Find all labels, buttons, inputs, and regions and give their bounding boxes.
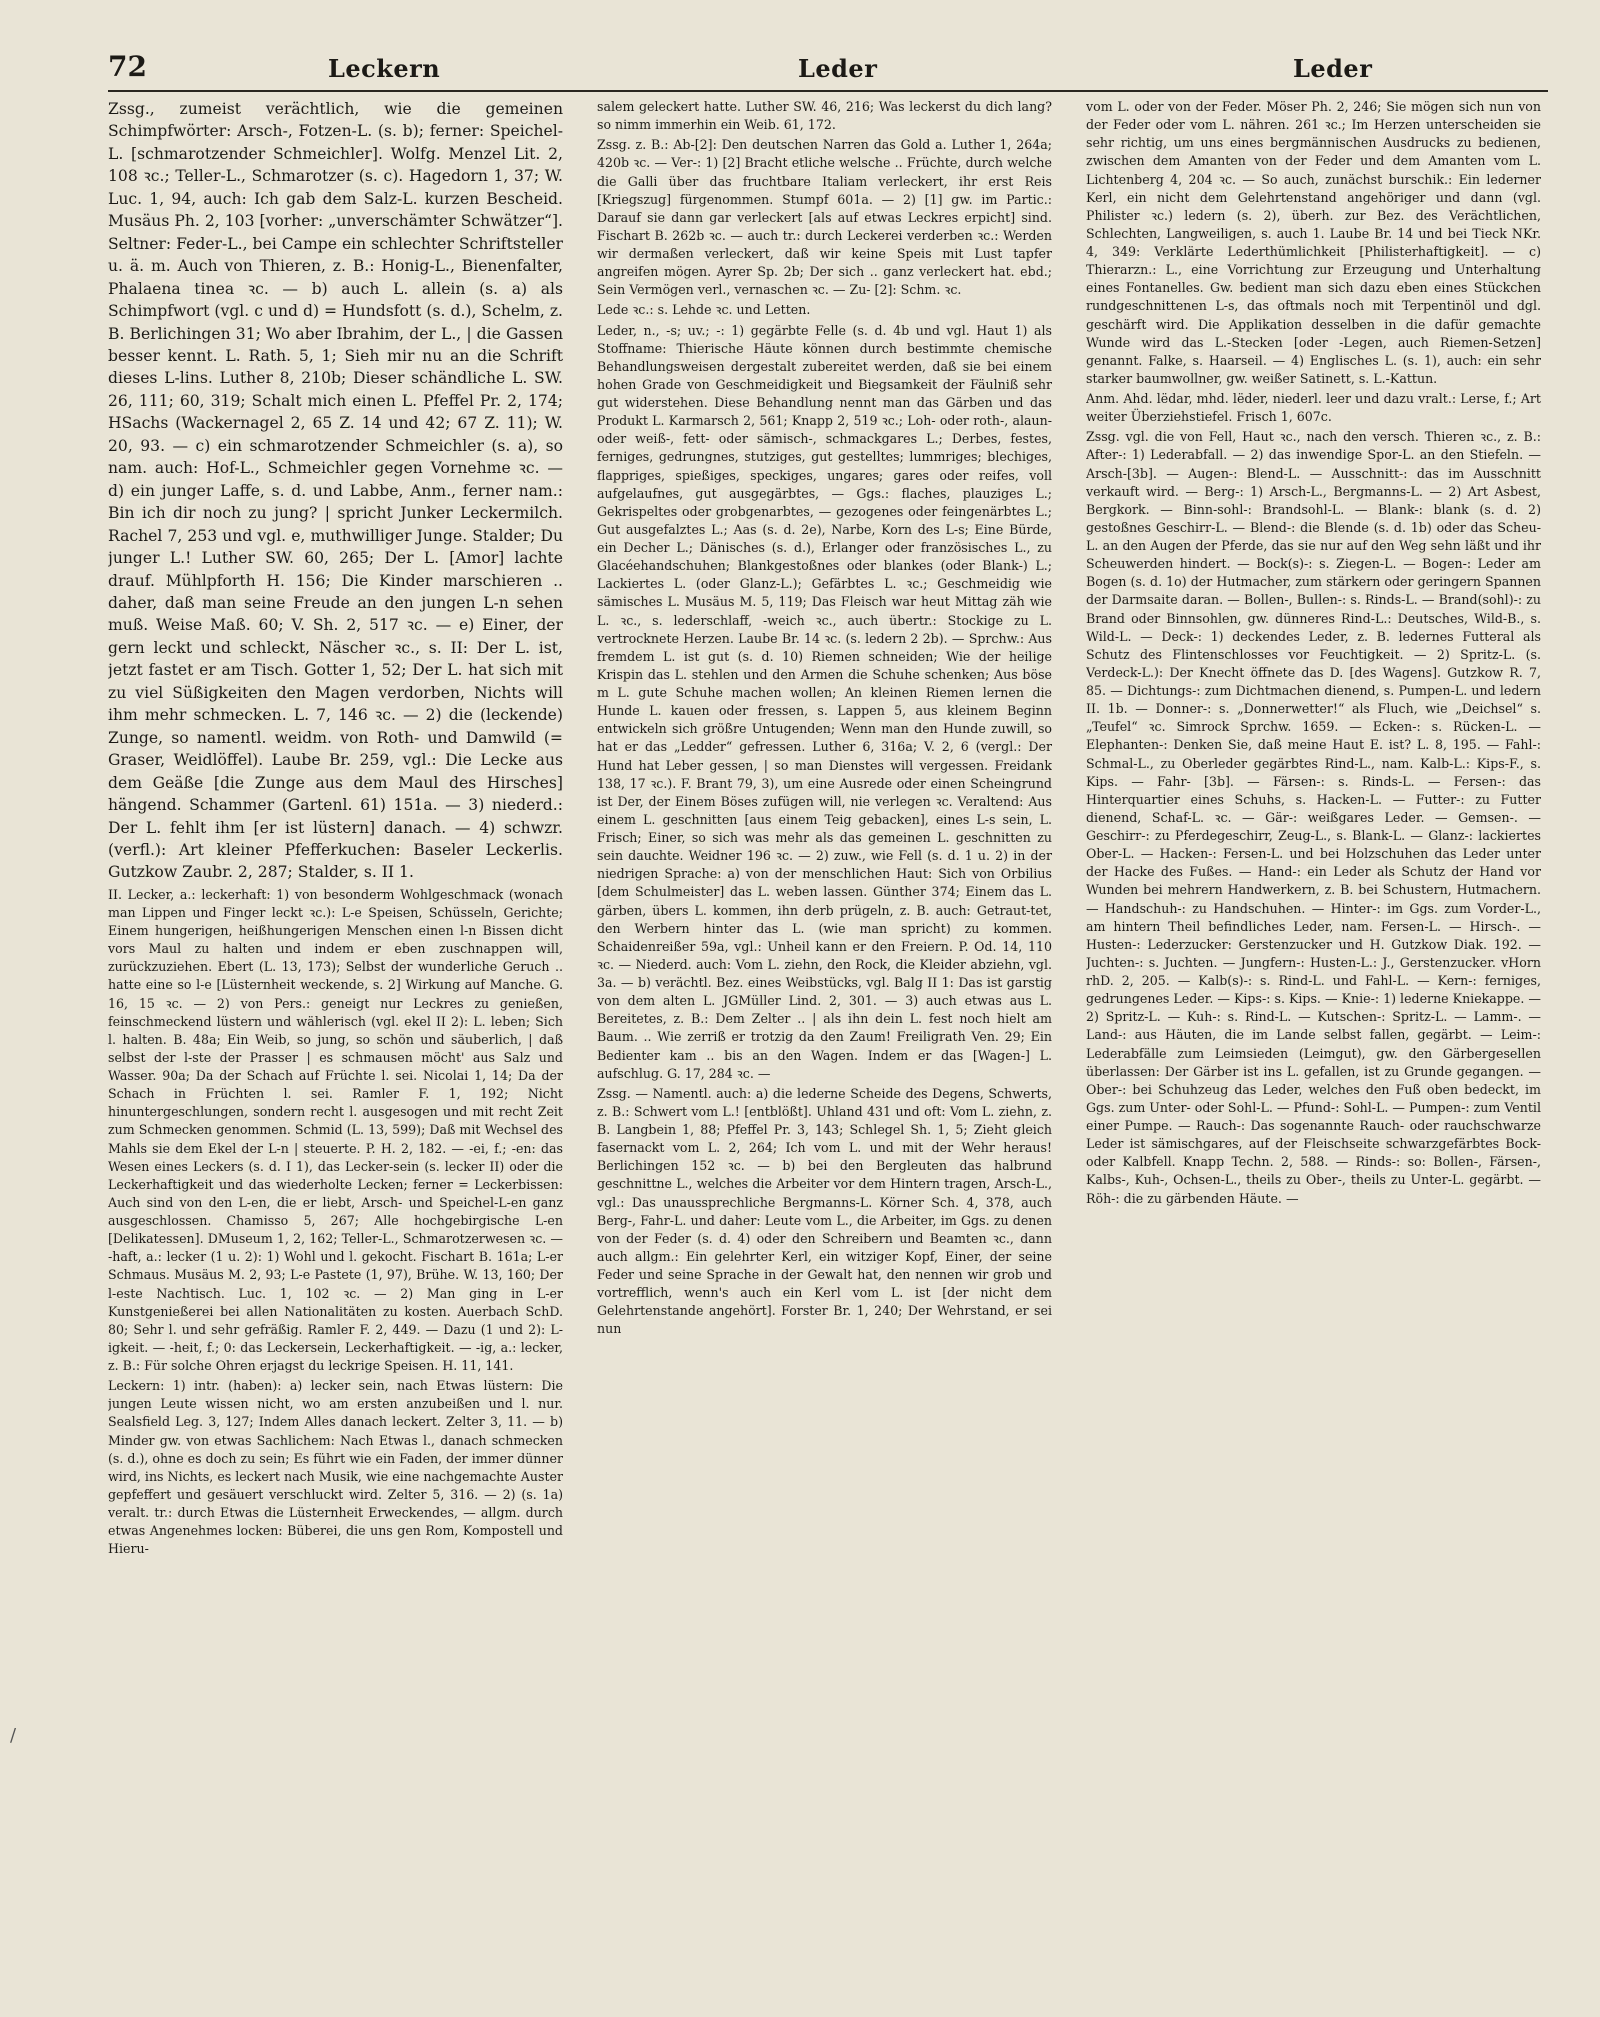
running-head-right: Leder [1293,54,1373,83]
entry-paragraph: Lede ꝛc.: s. Lehde ꝛc. und Letten. [597,302,811,318]
running-head-left: Leckern [328,54,441,83]
entry-paragraph: salem geleckert hatte. Luther SW. 46, 216; Was leckerst du dich lang? so nimm immerhin ein Weib. 61, 172. [597,99,1052,133]
text-column-1 [108,98,563,1988]
entry-paragraph: Zssg. z. B.: Ab-[2]: Den deutschen Narren das Gold a. Luther 1, 264a; 420b ꝛc. — Ver-: 1) [2] Bracht etliche welsche .. Früchte, durch welche die Galli über das fruchtbare Italiam verleckert, ihr erst Reis [Kriegszug] fürgenommen. Stumpf 601a. — 2) [1] gw. im Partic.: Darauf sie dann gar verleckert [als auf etwas Leckres erpicht] sind. Fischart B. 262b ꝛc. — auch tr.: durch Leckerei verderben ꝛc.: Werden wir dermaßen verleckert, daß wir keine Speis mit Lust tapfer angreifen mögen. Ayrer Sp. 2b; Der sich .. ganz verleckert hat. ebd.; Sein Vermögen verl., vernaschen ꝛc. — Zu- [2]: Schm. ꝛc. [597,137,1052,298]
entry-paragraph: Zssg. — Namentl. auch: a) die lederne Scheide des Degens, Schwerts, z. B.: Schwert vom L.! [entblößt]. Uhland 431 und oft: Vom L. ziehn, z. B. Langbein 1, 88; Pfeffel Pr. 3, 143; Schlegel Sh. 1, 5; Zieht gleich fasernackt vom L. 2, 264; Ich vom L. und mit der Wehr heraus! Berlichingen 152 ꝛc. — b) bei den Bergleuten das halbrund geschnittne L., welches die Arbeiter vor dem Hintern tragen, Arsch-L., vgl.: Das unaussprechliche Bergmanns-L. Körner Sch. 4, 378, auch Berg-, Fahr-L. und daher: Leute vom L., die Arbeiter, im Ggs. zu denen von der Feder (s. d. 4) oder den Schreibern und Beamten ꝛc., dann auch allgm.: Ein gelehrter Kerl, ein witziger Kopf, Einer, der seine Feder und seine Sprache in der Gewalt hat, den nennen wir grob und vortrefflich, wenn's auch ein Kerl vom L. ist [der nicht dem Gelehrtenstande angehört]. Forster Br. 1, 240; Der Wehrstand, er sei nun [597,1085,1052,1337]
text-column-2 [597,98,1052,1988]
entry-paragraph: II. Lecker, a.: leckerhaft: 1) von besonderm Wohlgeschmack (wonach man Lippen und Finger leckt ꝛc.): L-e Speisen, Schüsseln, Gerichte; Einem hungerigen, heißhungerigen Menschen einen l-n Bissen dicht vors Maul zu halten und indem er eben zuschnappen will, zurückzuziehen. Ebert (L. 13, 173); Selbst der wunderliche Geruch .. hatte eine so l-e [Lüsternheit weckende, s. 2] Wirkung auf Manche. G. 16, 15 ꝛc. — 2) von Pers.: geneigt nur Leckres zu genießen, feinschmeckend lüstern und wählerisch (vgl. ekel II 2): L. leben; Sich l. halten. B. 48a; Ein Weib, so jung, so schön und säuberlich, | daß selbst der l-ste der Prasser | es schmausen möcht' aus Salz und Wasser. 90a; Da der Schach auf Früchte l. sei. Nicolai 1, 14; Da der Schach in Früchten l. sei. Ramler F. 1, 192; Nicht hinuntergeschlungen, sondern recht l. ausgesogen und mit recht Zeit zum Schmecken genommen. Schmid (L. 13, 599); Daß mit Wechsel des Mahls sie dem Ekel der L-n | steuerte. P. H. 2, 182. — -ei, f.; -en: das Wesen eines Leckers (s. d. I 1), das Lecker-sein (s. lecker II) oder die Leckerhaftigkeit und das wiederholte Lecken; ferner = Leckerbissen: Auch sind von den L-en, die er liebt, Arsch- und Speichel-L-en ganz ausgeschlossen. Chamisso 5, 267; Alle hochgebirgische L-en [Delikatessen]. DMuseum 1, 2, 162; Teller-L., Schmarotzerwesen ꝛc. — -haft, a.: lecker (1 u. 2): 1) Wohl und l. gekocht. Fischart B. 161a; L-er Schmaus. Musäus M. 2, 93; L-e Pastete (1, 97), Brühe. W. 13, 160; Der l-este Nachtisch. Luc. 1, 102 ꝛc. — 2) Man ging in L-er Kunstgenießerei bei allen Nationalitäten zu kosten. Auerbach SchD. 80; Sehr l. und sehr gefräßig. Ramler F. 2, 449. — Dazu (1 und 2): L-igkeit. — -heit, f.; 0: das Leckersein, Leckerhaftigkeit. — -ig, a.: lecker, z. B.: Für solche Ohren erjagst du leckrige Speisen. H. 11, 141. [108,886,563,1374]
page-number: 72 [108,50,147,83]
entry-paragraph: Anm. Ahd. lëdar, mhd. lëder, niederl. leer und dazu vralt.: Lerse, f.; Art weiter Überziehstiefel. Frisch 1, 607c. [1086,391,1541,425]
entry-paragraph: vom L. oder von der Feder. Möser Ph. 2, 246; Sie mögen sich nun von der Feder oder vom L. nähren. 261 ꝛc.; Im Herzen unterscheiden sie sehr richtig, um uns eines bergmännischen Ausdrucks zu bedienen, zwischen dem Amanten von der Feder und dem Amanten vom L. Lichtenberg 4, 204 ꝛc. — So auch, zunächst burschik.: Ein lederner Kerl, ein nicht dem Gelehrtenstand angehöriger und dann (vgl. Philister ꝛc.) ledern (s. 2), überh. zur Bez. des Verächtlichen, Schlechten, Langweiligen, s. auch 1. Laube Br. 14 und bei Tieck NKr. 4, 349: Verklärte Lederthümlichkeit [Philisterhaftigkeit]. — c) Thierarzn.: L., eine Vorrichtung zur Erzeugung und Unterhaltung eines Fontanelles. Gw. bedient man sich dazu eben eines Stückchen rundgeschnittenen L-s, das oftmals noch mit Terpentinöl und dgl. geschärft wird. Die Applikation desselben in die dafür gemachte Wunde wird das L.-Stecken [oder -Legen, auch Riemen-Setzen] genannt. Falke, s. Haarseil. — 4) Englisches L. (s. 1), auch: ein sehr starker baumwollner, gw. weißer Satinett, s. L.-Kattun. [1086,99,1541,386]
text-column-3 [1086,98,1541,1988]
entry-paragraph: Zssg., zumeist verächtlich, wie die gemeinen Schimpfwörter: Arsch-, Fotzen-L. (s. b); ferner: Speichel-L. [schmarotzender Schmeichler]. Wolfg. Menzel Lit. 2, 108 ꝛc.; Teller-L., Schmarotzer (s. c). Hagedorn 1, 37; W. Luc. 1, 94, auch: Ich gab dem Salz-L. kurzen Bescheid. Musäus Ph. 2, 103 [vorher: „unverschämter Schwätzer“]. Seltner: Feder-L., bei Campe ein schlechter Schriftsteller u. ä. m. Auch von Thieren, z. B.: Honig-L., Bienenfalter, Phalaena tinea ꝛc. — b) auch L. allein (s. a) als Schimpfwort (vgl. c und d) = Hundsfott (s. d.), Schelm, z. B. Berlichingen 31; Wo aber Ibrahim, der L., | die Gassen besser kennt. L. Rath. 5, 1; Sieh mir nu an die Schrift dieses L-lins. Luther 8, 210b; Dieser schändliche L. SW. 26, 111; 60, 319; Schalt mich einen L. Pfeffel Pr. 2, 174; HSachs (Wackernagel 2, 65 Z. 14 und 42; 67 Z. 11); W. 20, 93. — c) ein schmarotzender Schmeichler (s. a), so nam. auch: Hof-L., Schmeichler gegen Vornehme ꝛc. — d) ein junger Laffe, s. d. und Labbe, Anm., ferner nam.: Bin ich dir noch zu jung? | spricht Junker Leckermilch. Rachel 7, 253 und vgl. e, muthwilliger Junge. Stalder; Du junger L.! Luther SW. 60, 265; Der L. [Amor] lachte drauf. Mühlpforth H. 156; Die Kinder marschieren .. daher, daß man seine Freude an den jungen L-n sehen muß. Weise Maß. 60; V. Sh. 2, 517 ꝛc. — e) Einer, der gern leckt und schleckt, Näscher ꝛc., s. II: Der L. ist, jetzt fastet er am Tisch. Gotter 1, 52; Der L. hat sich mit zu viel Süßigkeiten den Magen verdorben, Nichts will ihm mehr schmecken. L. 7, 146 ꝛc. — 2) die (leckende) Zunge, so namentl. weidm. von Roth- und Damwild (= Graser, Weidlöffel). Laube Br. 259, vgl.: Die Lecke aus dem Geäße [die Zunge aus dem Maul des Hirsches] hängend. Schammer (Gartenl. 61) 151a. — 3) niederd.: Der L. fehlt ihm [er ist lüstern] danach. — 4) schwzr. (verfl.): Art kleiner Pfefferkuchen: Baseler Leckerlis. Gutzkow Zaubr. 2, 287; Stalder, s. II 1. [108,100,563,882]
entry-paragraph: Zssg. vgl. die von Fell, Haut ꝛc., nach den versch. Thieren ꝛc., z. B.: After-: 1) Lederabfall. — 2) das inwendige Spor-L. an den Stiefeln. — Arsch-[3b]. — Augen-: Blend-L. — Ausschnitt-: das im Ausschnitt verkauft wird. — Berg-: 1) Arsch-L., Bergmanns-L. — 2) Art Asbest, Bergkork. — Binn-sohl-: Brandsohl-L. — Blank-: blank (s. d. 2) gestoßnes Geschirr-L. — Blend-: die Blende (s. d. 1b) oder das Scheu-L. an den Augen der Pferde, das sie nur auf den Weg sehn läßt und ihr Scheuwerden hindert. — Bock(s)-: s. Ziegen-L. — Bogen-: Leder am Bogen (s. d. 1o) der Hutmacher, zum stärkern oder geringern Spannen der Darmsaite daran. — Bollen-, Bullen-: s. Rinds-L. — Brand(sohl)-: zu Brand oder Binnsohlen, gw. dünneres Rind-L.: Deutsches, Wild-B., s. Wild-L. — Deck-: 1) deckendes Leder, z. B. ledernes Futteral als Schutz des Flintenschlosses vor Feuchtigkeit. — 2) Spritz-L. (s. Verdeck-L.): Der Knecht öffnete das D. [des Wagens]. Gutzkow R. 7, 85. — Dichtungs-: zum Dichtmachen dienend, s. Pumpen-L. und ledern II. 1b. — Donner-: s. „Donnerwetter!“ als Fluch, wie „Deichsel“ s. „Teufel“ ꝛc. Simrock Sprchw. 1659. — Ecken-: s. Rücken-L. — Elephanten-: Denken Sie, daß meine Haut E. ist? L. 8, 195. — Fahl-: Schmal-L., zu Oberleder gegärbtes Rind-L., nam. Kalb-L.: Kips-F., s. Kips. — Fahr- [3b]. — Färsen-: s. Rinds-L. — Fersen-: das Hinterquartier eines Schuhs, s. Hacken-L. — Futter-: zu Futter dienend, Schaf-L. ꝛc. — Gär-: weißgares Leder. — Gemsen-. — Geschirr-: zu Pferdegeschirr, Zeug-L., s. Blank-L. — Glanz-: lackiertes Ober-L. — Hacken-: Fersen-L. und bei Holzschuhen das Leder unter der Hacke des Fußes. — Hand-: ein Leder als Schutz der Hand vor Wunden bei mehrern Handwerkern, z. B. bei Schustern, Hutmachern. — Handschuh-: zu Handschuhen. — Hinter-: im Ggs. zum Vorder-L., am hintern Theil befindliches Leder, nam. Fersen-L. — Hirsch-. — Husten-: Lederzucker: Gerstenzucker und H. Gutzkow Diak. 192. — Juchten-: s. Juchten. — Jungfern-: Husten-L.: J., Gerstenzucker. vHorn rhD. 2, 205. — Kalb(s)-: s. Rind-L. und Fahl-L. — Kern-: ferniges, gedrungenes Leder. — Kips-: s. Kips. — Knie-: 1) lederne Kniekappe. — 2) Spritz-L. — Kuh-: s. Rind-L. — Kutschen-: Spritz-L. — Lamm-. — Land-: aus Häuten, die im Lande selbst fallen, gegärbt. — Leim-: Lederabfälle zum Leimsieden (Leimgut), gw. den Gärbergesellen überlassen: Der Gärber ist ins L. gefallen, ist zu Grunde gegangen. — Ober-: bei Schuhzeug das Leder, welches den Fuß oben bedeckt, im Ggs. zum Unter- oder Sohl-L. — Pfund-: Sohl-L. — Pumpen-: zum Ventil einer Pumpe. — Rauch-: Das sogenannte Rauch- oder rauchschwarze Leder ist sämischgares, auf der Fleischseite schwarzgefärbtes Bock- oder Kalbfell. Knapp Techn. 2, 588. — Rinds-: so: Bollen-, Färsen-, Kalbs-, Kuh-, Ochsen-L., theils zu Ober-, theils zu Unter-L. gegärbt. — Röh-: die zu gärbenden Häute. — [1086,429,1541,1206]
entry-paragraph: Leder, n., -s; uv.; -: 1) gegärbte Felle (s. d. 4b und vgl. Haut 1) als Stoffname: Thierische Häute können durch bestimmte chemische Behandlungsweisen dergestalt zubereitet werden, daß sie bei einem hohen Grade von Geschmeidigkeit und Biegsamkeit der Fäulniß sehr gut widerstehen. Diese Behandlung nennt man das Gärben und das Produkt L. Karmarsch 2, 561; Knapp 2, 519 ꝛc.; Loh- oder roth-, alaun- oder weiß-, fett- oder sämisch-, schmackgares L.; Derbes, festes, ferniges, gedrungnes, stutziges, gut gestelltes; lummriges; blechiges, flappriges, spießiges, speckiges, ungares; gares oder reifes, voll aufgelaufnes, gut ausgegärbtes, — Ggs.: flaches, plauziges L.; Gekrispeltes oder grobgenarbtes, — gezogenes oder feingenärbtes L.; Gut ausgefalztes L.; Aas (s. d. 2e), Narbe, Korn des L-s; Eine Bürde, ein Decher L.; Dänisches (s. d.), Erlanger oder französisches L., zu Glacéehandschuhen; Blankgestoßnes oder blankes (oder Blank-) L.; Lackiertes L. (oder Glanz-L.); Gefärbtes L. ꝛc.; Geschmeidig wie sämisches L. Musäus M. 5, 119; Das Fleisch war heut Mittag zäh wie L. ꝛc., s. lederschlaff, -weich ꝛc., auch übertr.: Stockige zu L. vertrocknete Herzen. Laube Br. 14 ꝛc. (s. ledern 2 2b). — Sprchw.: Aus fremdem L. ist gut (s. d. 10) Riemen schneiden; Wie der heilige Krispin das L. stehlen und den Armen die Schuhe schenken; Aus böse m L. gute Schuhe machen wollen; An kleinen Riemen lernen die Hunde L. kauen oder fressen, s. Lappen 5, aus kleinem Beginn entwickeln sich größre Untugenden; Wenn man den Hunde zuwill, so hat er das „Ledder“ gefressen. Luther 6, 316a; V. 2, 6 (vergl.: Der Hund hat Leber gessen, | so man Dienstes will vergessen. Freidank 138, 17 ꝛc.). F. Brant 79, 3), um eine Ausrede oder einen Scheingrund ist Der, der Einem Böses zufügen will, nie verlegen ꝛc. Veraltend: Aus einem L. geschnitten [aus einem Teig gebacken], eines L-s sein, L. Frisch; Einer, so sich was mehr als das gemeinen L. geschnitten zu sein dauchte. Weidner 196 ꝛc. — 2) zuw., wie Fell (s. d. 1 u. 2) in der niedrigen Sprache: a) von der menschlichen Haut: Sich von Orbilius [dem Schulmeister] das L. weben lassen. Günther 374; Einem das L. gärben, übers L. kommen, ihn derb prügeln, z. B. auch: Getraut-tet, den Werbern hinter das L. (wie man spricht) zu kommen. Schaidenreißer 59a, vgl.: Unheil kann er den Freiern. P. Od. 14, 110 ꝛc. — Niederd. auch: Vom L. ziehn, den Rock, die Kleider abziehn, vgl. 3a. — b) verächtl. Bez. eines Weibstücks, vgl. Balg II 1: Das ist garstig von dem alten L. JGMüller Lind. 2, 301. — 3) auch etwas aus L. Bereitetes, z. B.: Dem Zelter .. | als ihn dein L. fest noch hielt am Baum. .. Wie zerriß er trotzig da den Zaum! Freiligrath Ven. 29; Ein Bedienter kam .. bis an den Wagen. Indem er das [Wagen-] L. aufschlug. G. 17, 284 ꝛc. — [597,322,1052,1081]
page-header [108,50,1548,92]
running-head-center: Leder [798,54,878,83]
margin-mark: / [10,1725,17,1746]
entry-paragraph: Leckern: 1) intr. (haben): a) lecker sein, nach Etwas lüstern: Die jungen Leute wissen nicht, wo am ersten anzubeißen und l. nur. Sealsfield Leg. 3, 127; Indem Alles danach leckert. Zelter 3, 11. — b) Minder gw. von etwas Sachlichem: Nach Etwas l., danach schmecken (s. d.), ohne es doch zu sein; Es führt wie ein Faden, der immer dünner wird, ins Nichts, es leckert nach Musik, wie eine nachgemachte Auster gepfeffert und gesäuert verschluckt wird. Zelter 5, 316. — 2) (s. 1a) veralt. tr.: durch Etwas die Lüsternheit Erweckendes, — allgm. durch etwas Angenehmes locken: Büberei, die uns gen Rom, Kompostell und Hieru- [108,1378,563,1557]
